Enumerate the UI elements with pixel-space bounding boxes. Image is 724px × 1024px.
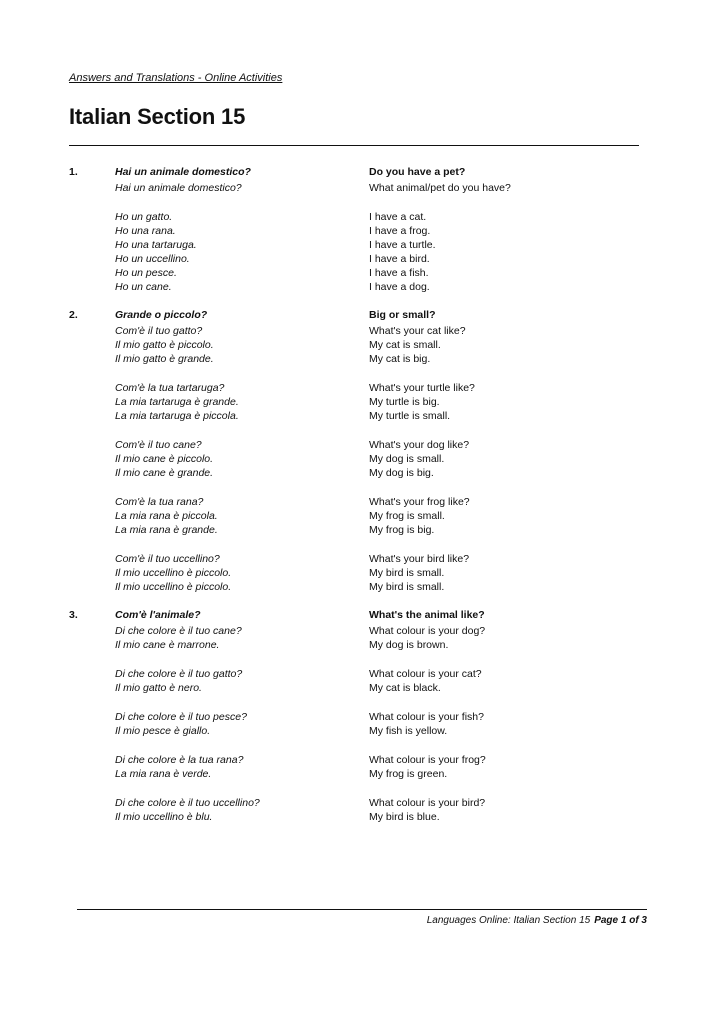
italian-phrase: Di che colore è il tuo gatto? (115, 668, 243, 680)
phrase-group (69, 381, 629, 423)
italian-phrase: Di che colore è il tuo pesce? (115, 711, 247, 723)
section-number: 2. (69, 309, 78, 321)
phrase-group (69, 710, 629, 738)
english-translation: What animal/pet do you have? (369, 182, 511, 194)
phrase-row (69, 280, 629, 294)
phrase-group (69, 495, 629, 537)
phrase-row (69, 523, 629, 537)
italian-phrase: Il mio cane è marrone. (115, 639, 220, 651)
phrase-row (69, 580, 629, 594)
english-translation: My cat is small. (369, 339, 441, 351)
english-translation: My fish is yellow. (369, 725, 448, 737)
phrase-group (69, 796, 629, 824)
english-translation: What's your turtle like? (369, 382, 475, 394)
italian-phrase: Hai un animale domestico? (115, 182, 242, 194)
phrase-group (69, 667, 629, 695)
phrase-group (69, 753, 629, 781)
phrase-row (69, 638, 629, 652)
italian-phrase: La mia rana è piccola. (115, 510, 218, 522)
section-2 (69, 308, 629, 594)
italian-phrase: Il mio uccellino è piccolo. (115, 581, 232, 593)
english-translation: What's your dog like? (369, 439, 470, 451)
english-translation: What's your cat like? (369, 325, 466, 337)
phrase-group (69, 624, 629, 652)
phrase-row (69, 681, 629, 695)
phrase-row (69, 352, 629, 366)
phrase-row (69, 495, 629, 509)
section-heading-italian: Hai un animale domestico? (115, 166, 251, 178)
italian-phrase: La mia rana è verde. (115, 768, 212, 780)
italian-phrase: Ho un cane. (115, 281, 172, 293)
english-translation: My dog is small. (369, 453, 445, 465)
phrase-row (69, 710, 629, 724)
english-translation: What colour is your bird? (369, 797, 486, 809)
english-translation: My frog is green. (369, 768, 448, 780)
english-translation: What's your bird like? (369, 553, 470, 565)
italian-phrase: Il mio gatto è nero. (115, 682, 202, 694)
section-number: 3. (69, 609, 78, 621)
phrase-row (69, 767, 629, 781)
header-link[interactable]: Answers and Translations - Online Activities (69, 72, 283, 84)
english-translation: I have a turtle. (369, 239, 436, 251)
english-translation: My bird is small. (369, 581, 445, 593)
phrase-row (69, 395, 629, 409)
phrase-row (69, 724, 629, 738)
english-translation: My cat is big. (369, 353, 431, 365)
italian-phrase: Di che colore è la tua rana? (115, 754, 244, 766)
section-heading-english: Do you have a pet? (369, 166, 466, 178)
english-translation: I have a bird. (369, 253, 430, 265)
italian-phrase: Com'è il tuo uccellino? (115, 553, 220, 565)
phrase-group (69, 324, 629, 366)
english-translation: My turtle is big. (369, 396, 440, 408)
phrase-row (69, 466, 629, 480)
phrase-row (69, 181, 629, 195)
english-translation: I have a fish. (369, 267, 429, 279)
italian-phrase: La mia rana è grande. (115, 524, 218, 536)
phrase-row (69, 566, 629, 580)
section-heading (69, 165, 629, 181)
english-translation: What colour is your fish? (369, 711, 484, 723)
italian-phrase: Com'è il tuo gatto? (115, 325, 203, 337)
section-heading-english: Big or small? (369, 309, 436, 321)
phrase-row (69, 810, 629, 824)
english-translation: My cat is black. (369, 682, 441, 694)
content (69, 165, 629, 838)
english-translation: I have a cat. (369, 211, 427, 223)
phrase-group (69, 181, 629, 195)
english-translation: My dog is big. (369, 467, 434, 479)
phrase-row (69, 224, 629, 238)
phrase-row (69, 509, 629, 523)
phrase-group (69, 438, 629, 480)
italian-phrase: La mia tartaruga è piccola. (115, 410, 239, 422)
section-1 (69, 165, 629, 294)
section-heading (69, 308, 629, 324)
italian-phrase: Ho un uccellino. (115, 253, 190, 265)
phrase-group (69, 210, 629, 294)
phrase-group (69, 552, 629, 594)
english-translation: I have a frog. (369, 225, 431, 237)
italian-phrase: Il mio cane è piccolo. (115, 453, 214, 465)
english-translation: My frog is big. (369, 524, 435, 536)
phrase-row (69, 667, 629, 681)
page-title: Italian Section 15 (69, 104, 246, 129)
phrase-row (69, 252, 629, 266)
english-translation: What colour is your dog? (369, 625, 486, 637)
phrase-row (69, 210, 629, 224)
italian-phrase: Ho un gatto. (115, 211, 173, 223)
italian-phrase: Di che colore è il tuo uccellino? (115, 797, 260, 809)
italian-phrase: Il mio uccellino è piccolo. (115, 567, 232, 579)
italian-phrase: Il mio gatto è piccolo. (115, 339, 214, 351)
phrase-row (69, 266, 629, 280)
phrase-row (69, 552, 629, 566)
italian-phrase: Il mio uccellino è blu. (115, 811, 213, 823)
english-translation: My frog is small. (369, 510, 445, 522)
italian-phrase: Di che colore è il tuo cane? (115, 625, 242, 637)
phrase-row (69, 624, 629, 638)
italian-phrase: Il mio cane è grande. (115, 467, 214, 479)
title-divider (69, 145, 639, 146)
italian-phrase: Com'è la tua tartaruga? (115, 382, 225, 394)
italian-phrase: Ho un pesce. (115, 267, 177, 279)
phrase-row (69, 238, 629, 252)
phrase-row (69, 409, 629, 423)
section-number: 1. (69, 166, 78, 178)
section-heading-italian: Com'è l'animale? (115, 609, 201, 621)
italian-phrase: Com'è il tuo cane? (115, 439, 202, 451)
phrase-row (69, 324, 629, 338)
footer-divider (77, 909, 647, 910)
footer-text: Languages Online: Italian Section 15 (426, 915, 591, 926)
english-translation: I have a dog. (369, 281, 430, 293)
footer-page-number: Page 1 of 3 (594, 915, 647, 926)
italian-phrase: Il mio pesce è giallo. (115, 725, 211, 737)
phrase-row (69, 338, 629, 352)
section-heading-english: What's the animal like? (369, 609, 485, 621)
phrase-row (69, 452, 629, 466)
english-translation: What colour is your cat? (369, 668, 482, 680)
phrase-row (69, 753, 629, 767)
italian-phrase: Ho una rana. (115, 225, 176, 237)
english-translation: What colour is your frog? (369, 754, 486, 766)
section-heading-italian: Grande o piccolo? (115, 309, 208, 321)
english-translation: My bird is small. (369, 567, 445, 579)
italian-phrase: Ho una tartaruga. (115, 239, 197, 251)
english-translation: My dog is brown. (369, 639, 449, 651)
phrase-row (69, 796, 629, 810)
section-heading (69, 608, 629, 624)
footer (427, 915, 647, 926)
italian-phrase: Com'è la tua rana? (115, 496, 204, 508)
section-3 (69, 608, 629, 824)
english-translation: What's your frog like? (369, 496, 470, 508)
italian-phrase: La mia tartaruga è grande. (115, 396, 239, 408)
english-translation: My turtle is small. (369, 410, 451, 422)
english-translation: My bird is blue. (369, 811, 440, 823)
phrase-row (69, 438, 629, 452)
italian-phrase: Il mio gatto è grande. (115, 353, 214, 365)
phrase-row (69, 381, 629, 395)
